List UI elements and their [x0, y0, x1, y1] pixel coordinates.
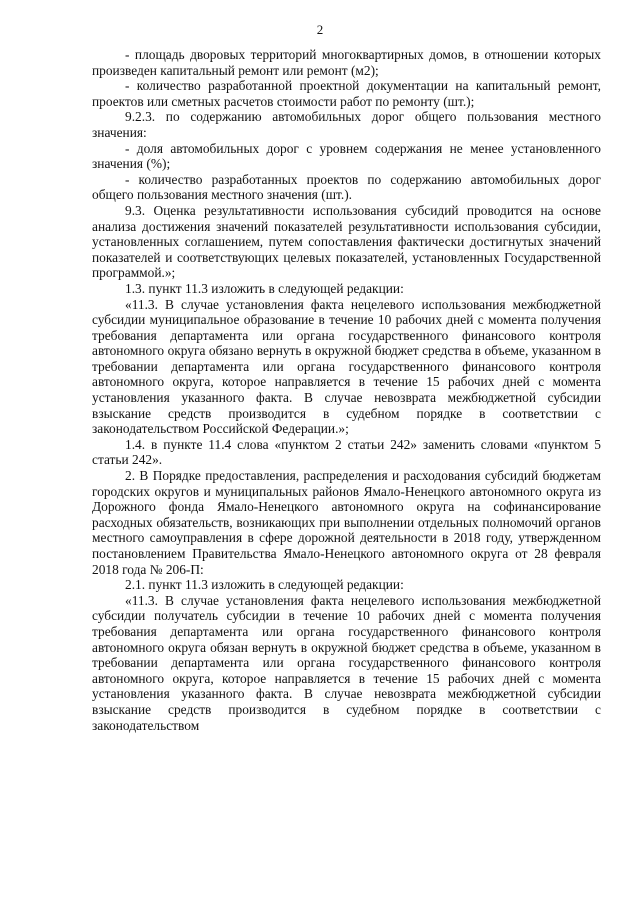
- paragraph: 1.3. пункт 11.3 изложить в следующей редакции:: [125, 280, 404, 296]
- paragraph: - количество разработанных проектов по содержанию автомобильных дорог общего пользования местного значения (шт.).: [92, 171, 601, 203]
- paragraph: 2. В Порядке предоставления, распределения и расходования субсидий бюджетам городских округов и муниципальных районов Ямало-Ненецкого автономного округа из Дорожного фонда Ямало-Ненецкого автономного округа на софинансирование расходных обязательств, возникающих при выполнении отдельных полномочий органов местного самоуправления в сфере дорожной деятельности в 2018 году, утвержденном постановлением Правительства Ямало-Ненецкого автономного округа от 28 февраля 2018 года № 206-П:: [92, 468, 601, 577]
- document-body: [92, 47, 601, 733]
- paragraph: «11.3. В случае установления факта нецелевого использования межбюджетной субсидии муниципальное образование в течение 10 рабочих дней с момента получения требования департамента или органа государственного финансового контроля автономного округа обязано вернуть в окружной бюджет средства в объеме, указанном в требовании департамента или органа государственного финансового контроля автономного округа, которое направляется в течение 15 рабочих дней с момента установления указанного факта. В случае невозврата межбюджетной субсидии взыскание средств производится в судебном порядке в соответствии с законодательством Российской Федерации.»;: [92, 296, 601, 437]
- paragraph: 9.2.3. по содержанию автомобильных дорог общего пользования местного значения:: [92, 109, 601, 140]
- paragraph: «11.3. В случае установления факта нецелевого использования межбюджетной субсидии получатель субсидии в течение 10 рабочих дней с момента получения требования департамента или органа государственного финансового контроля автономного округа обязан вернуть в окружной бюджет средства в объеме, указанном в требовании департамента или органа государственного финансового контроля автономного округа, которое направляется в течение 15 рабочих дней с момента установления указанного факта. В случае невозврата межбюджетной субсидии взыскание средств производится в судебном порядке в соответствии с законодательством: [92, 592, 601, 733]
- paragraph: - доля автомобильных дорог с уровнем содержания не менее установленного значения (%);: [92, 140, 601, 172]
- paragraph: - количество разработанной проектной документации на капитальный ремонт, проектов или сметных расчетов стоимости работ по ремонту (шт.);: [92, 78, 601, 109]
- paragraph: - площадь дворовых территорий многоквартирных домов, в отношении которых произведен капитальный ремонт или ремонт (м2);: [92, 47, 601, 78]
- paragraph: 2.1. пункт 11.3 изложить в следующей редакции:: [125, 577, 404, 593]
- page-number: 2: [316, 22, 324, 37]
- paragraph: 1.4. в пункте 11.4 слова «пунктом 2 статьи 242» заменить словами «пунктом 5 статьи 242».: [92, 436, 601, 468]
- paragraph: 9.3. Оценка результативности использования субсидий проводится на основе анализа достижения значений показателей результативности использования субсидии, установленных соглашением, путем сопоставления фактически достигнутых значений показателей и соответствующих целевых показателей, установленных Государственной программой.»;: [92, 202, 601, 281]
